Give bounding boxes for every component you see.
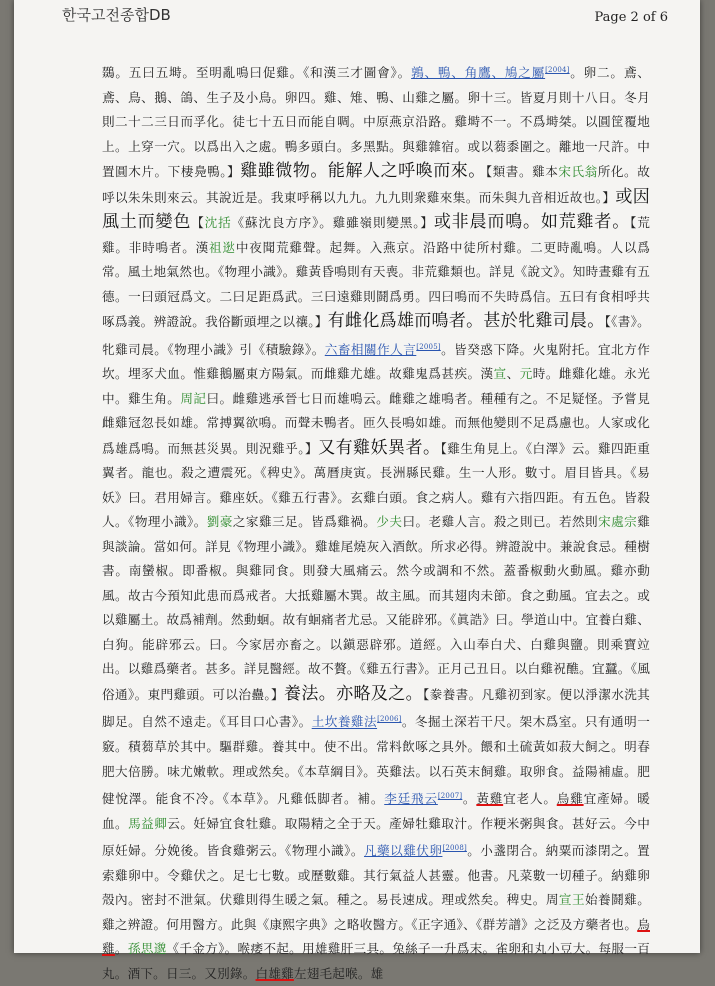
underlined-term: 黃雞	[476, 791, 504, 807]
footnote-link[interactable]: 凡藥以雞伏卵	[363, 843, 443, 859]
person-name-link[interactable]: 宋處宗	[598, 514, 638, 530]
text-segment: 宜產婦。暖血。	[102, 791, 650, 831]
person-name-link[interactable]: 孫思邈	[127, 941, 167, 957]
footnote-marker[interactable]: [2007]	[437, 792, 463, 801]
text-segment: 《蘇沈良方序》。雞雖嶺則變黑。】	[231, 215, 434, 231]
main-text-phrase: 或非晨而鳴。如荒雞者。	[433, 212, 631, 233]
text-segment: 、	[506, 366, 520, 382]
text-segment: 。	[462, 791, 477, 807]
footnote-marker[interactable]: [2006]	[377, 715, 402, 724]
site-title: 한국고전종합DB	[62, 6, 171, 24]
person-name-link[interactable]: 沈括	[204, 215, 232, 231]
person-name-link[interactable]: 祖逖	[209, 239, 236, 255]
text-segment: 中夜聞荒雞聲。起舞。入燕京。沿路中徒所村雞。二更時亂鳴。人以爲常。風土地氣然也。《物理小識》。雞黃昏鳴則有天喪。非荒雞類也。詳見《說文》。知時晝雞有五德。一曰頭冠爲文。二曰足距爲武。三曰遠雞則鬪爲勇。四曰鳴而不失時爲信。五曰有食相呼共啄爲義。辨證說。我俗斷頭埋之以禳。】	[102, 239, 650, 330]
text-segment: 《千金方》。喉痿不起。用雄雞肝三具。兔絲子一升爲末。雀卵和丸小豆大。每服一百丸。酒下。日三。又別錄。	[102, 941, 651, 981]
text-segment: 。卵二。鳶、鳶、鳥、鵝、鴿、生子及小鳥。卵四。雞、雉、鴨、山雞之屬。卵十三。皆夏月則十八日。冬月則二十二三日而孚化。徒七十五日而能自啁。中原燕京沿路。雞塒不一。不爲塒桀。以圓筐覆地上。上穿一穴。以爲出入之處。鴨多頭白。多黑點。與雞雜宿。或以蒭黍圍之。離地一尺許。中置圓木片。下棲鳧鴨。】	[102, 65, 651, 180]
person-name-link[interactable]: 宣王	[558, 892, 585, 908]
footnote-link[interactable]: 鶉、鴨、角鷹、鳩之屬	[411, 65, 546, 81]
person-name-link[interactable]: 馬益卿	[128, 815, 168, 831]
person-name-link[interactable]: 少夫	[376, 514, 403, 530]
text-segment: 曰。雌雞逃承晉七日而雄鳴云。雌雞之雄鳴者。種種有之。不足疑怪。予嘗見雌雞冠忽長如雄。常搏翼欲鳴。而聲未鴨者。匝久長鳴如雄。而無他變則不足爲慮也。人家或化爲雄爲鳴。而無甚災異。則況雞乎。】	[102, 390, 650, 456]
text-segment: 左翅毛起喉。雄	[293, 965, 384, 981]
document-page	[14, 0, 700, 981]
footnote-marker[interactable]: [2008]	[442, 844, 467, 853]
text-segment: 時。雌雞化雄。永光中。雞生角。	[102, 366, 651, 406]
body-paragraph	[102, 58, 650, 986]
text-segment: 【《書》。牝雞司晨。《物理小識》引《積驗錄》。	[102, 314, 650, 357]
person-name-link[interactable]: 宋氏翁	[558, 164, 598, 180]
footnote-link[interactable]: 李廷飛云	[384, 791, 438, 807]
text-segment: 【類書。雞本	[485, 164, 559, 180]
footnote-link[interactable]: 土坎養雞法	[311, 714, 378, 730]
footnote-marker[interactable]: [2004]	[545, 66, 570, 74]
text-segment: 【荒雞。非時鳴者。漢	[102, 215, 651, 255]
main-text-phrase: 養法。亦略及之。	[283, 683, 423, 704]
text-segment: 所化。故呼以朱朱則來云。其說近是。我東呼稱以九九。九九則衆雞來集。而朱與九音相近故也。】	[102, 164, 650, 205]
main-text-phrase: 雞雖微物。能解人之呼喚而來。	[240, 161, 486, 182]
text-segment: 宜老人。	[503, 791, 557, 807]
footnote-marker[interactable]: [2005]	[416, 342, 441, 351]
text-segment: 【	[191, 215, 205, 231]
text-segment: 【雞生角見上。《白澤》云。雞四距重翼者。龍也。殺之遭震死。《稗史》。萬曆庚寅。長洲縣民雞。生一人形。數寸。眉目皆具。《易妖》曰。君用婦言。雞座妖。《雞五行書》。玄雞白頭。食之病人。雞有六指四距。有五色。皆殺人。《物理小識》。	[102, 440, 650, 530]
text-segment: 之家雞三足。皆爲雞禍。	[232, 514, 377, 530]
footnote-link[interactable]: 六畜相關作人言	[324, 341, 417, 357]
person-name-link[interactable]: 周記	[180, 390, 207, 406]
text-segment: 。小盞閉合。納粟而漆閉之。置索雞卵中。令雞伏之。足七七數。或歷數雞。其行氣益人甚靈。他書。凡菜數一切種子。納雞卵殼內。密封不泄氣。伏雞則得生暖之氣。種之。易長速成。理或然矣。稗史。周	[102, 843, 650, 908]
person-name-link[interactable]: 宣	[493, 366, 507, 382]
text-segment: 曰。老雞人言。殺之則已。若然則	[402, 514, 599, 530]
underlined-term: 烏雞	[556, 791, 584, 807]
underlined-term: 白雄雞	[255, 965, 294, 981]
main-text-phrase: 有雌化爲雄而鳴者。甚於牝雞司晨。	[327, 311, 605, 332]
text-segment: 。	[114, 941, 128, 957]
underlined-term: 烏雞	[102, 916, 650, 957]
person-name-link[interactable]: 元	[519, 366, 533, 382]
page-indicator: Page 2 of 6	[594, 10, 668, 25]
text-segment: 。冬掘土深若干尺。架木爲室。只有通明一竅。積蒭草於其中。驅群雞。養其中。使不出。常料飲啄之具外。餵和土硫黃如菽大飼之。明春肥大倍勝。味尤嫩軟。理或然矣。《本草綱目》。英雞法。以石英末飼雞。取卵食。益陽補虛。肥健悅澤。能食不冷。《本草》。凡雞低脚者。補。	[102, 714, 650, 807]
main-text-phrase: 或因風土而變色	[102, 186, 651, 233]
text-segment: 云。妊婦宜食牡雞。取陽精之全于天。產婦牡雞取汁。作粳米粥與食。甚好云。今中原妊婦。分娩後。皆食雞粥云。《物理小識》。	[102, 815, 650, 859]
text-segment: 始養鬪雞。雞之辨證。何用醫方。此與《康熙字典》之略收醫方。《正字通》、《群芳譜》之泛及方藥者也。	[102, 892, 651, 932]
text-segment: 【豢養書。凡雞初到家。便以淨潔水洗其脚足。自然不遠走。《耳目口心書》。	[102, 686, 650, 730]
person-name-link[interactable]: 劉豪	[206, 514, 233, 530]
main-text-phrase: 又有雞妖異者。	[318, 437, 441, 458]
text-segment: 鵽。五曰五塒。至明亂鳴曰促雞。《和漢三才圖會》。	[102, 65, 412, 81]
text-segment: 雞與談論。當如何。詳見《物理小識》。雞雄尾燒灰入酒飲。所求必得。辨證說中。兼說食忌。種樹書。南蠻椒。即番椒。與雞同食。則發大風痛云。然今或調和不然。蓋番椒動火動風。雞亦動風。故古今預知此患而爲戒者。大抵雞屬木巽。故主風。而其翅肉未節。食之動風。宜去之。或以雞屬土。故爲補劑。然動蛔。故有蛔痛者尤忌。又能辟邪。《眞誥》曰。學道山中。宜養白雞、白狗。能辟邪云。曰。今家居亦畜之。以鎭惡辟邪。道經。入山奉白犬、白雞與鹽。則乘寶竝出。以雞爲藥者。甚多。詳見醫經。故不贅。《雞五行書》。正月己丑日。以白雞祝醮。宜蠶。《風俗通》。東門雞頭。可以治蠱。】	[102, 514, 651, 702]
text-segment: 。皆癸惑下降。火鬼附托。宜北方作坎。埋豕犬血。惟雞鵝屬東方陽氣。而雌雞尤雄。故雞鬼爲甚疾。漢	[102, 341, 650, 382]
body-text	[102, 58, 650, 986]
